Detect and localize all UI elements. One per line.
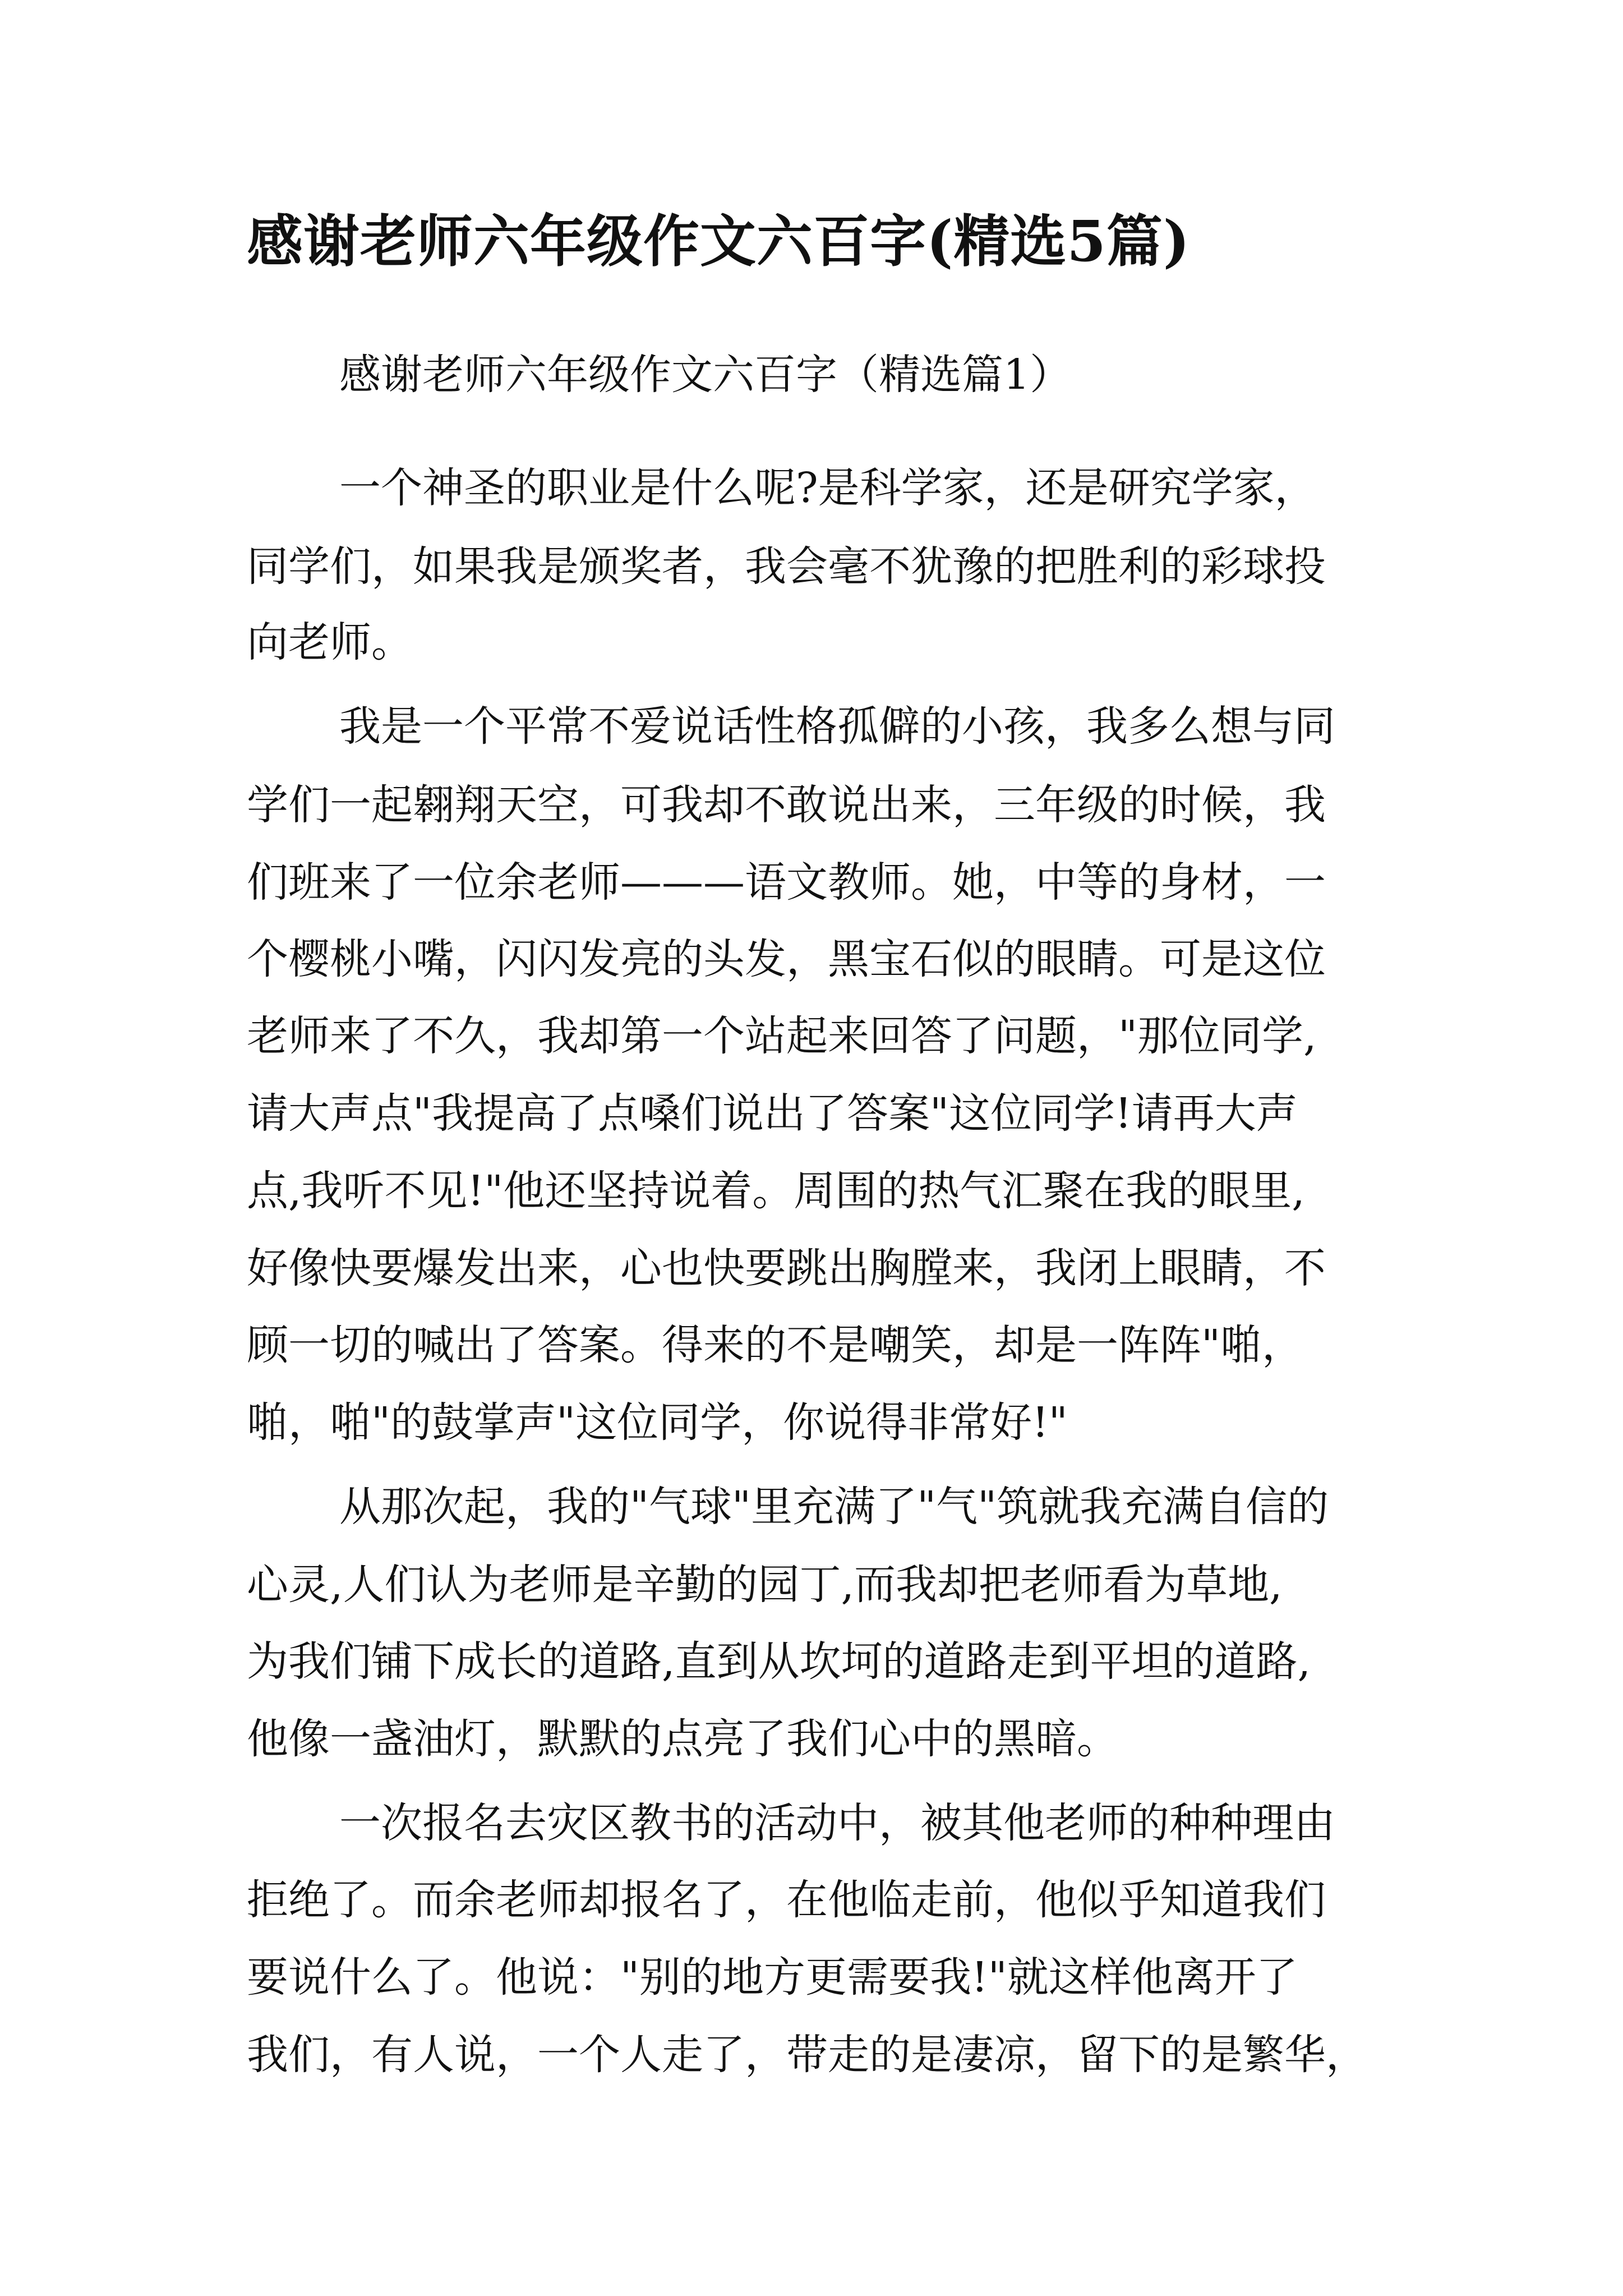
text-line: 个樱桃小嘴，闪闪发亮的头发，黑宝石似的眼睛。可是这位 bbox=[247, 935, 1326, 983]
text-line: 我是一个平常不爱说话性格孤僻的小孩，我多么想与同 bbox=[339, 702, 1335, 751]
text-line: 心灵,人们认为老师是辛勤的园丁,而我却把老师看为草地, bbox=[247, 1561, 1283, 1609]
text-line: 学们一起翱翔天空，可我却不敢说出来，三年级的时候，我 bbox=[247, 781, 1326, 829]
text-line: 向老师。 bbox=[247, 618, 413, 666]
section-heading: 感谢老师六年级作文六百字（精选篇1） bbox=[339, 351, 1072, 399]
text-line: 我们，有人说，一个人走了，带走的是凄凉，留下的是繁华， bbox=[247, 2031, 1367, 2079]
text-line: 他像一盏油灯，默默的点亮了我们心中的黑暗。 bbox=[247, 1715, 1118, 1763]
text-line: 们班来了一位余老师———语文教师。她，中等的身材，一 bbox=[247, 858, 1326, 907]
text-line: 拒绝了。而余老师却报名了，在他临走前，他似乎知道我们 bbox=[247, 1876, 1326, 1924]
text-line: 从那次起，我的"气球"里充满了"气"筑就我充满自信的 bbox=[339, 1483, 1329, 1531]
text-line: 老师来了不久，我却第一个站起来回答了问题，"那位同学, bbox=[247, 1012, 1317, 1060]
document-title: 感谢老师六年级作文六百字(精选5篇) bbox=[247, 208, 1191, 274]
text-line: 一个神圣的职业是什么呢?是科学家，还是研究学家， bbox=[339, 464, 1316, 512]
text-line: 一次报名去灾区教书的活动中，被其他老师的种种理由 bbox=[339, 1799, 1335, 1847]
text-line: 请大声点"我提高了点嗓们说出了答案"这位同学!请再大声 bbox=[247, 1089, 1298, 1138]
text-line: 为我们铺下成长的道路,直到从坎坷的道路走到平坦的道路, bbox=[247, 1637, 1311, 1686]
text-line: 同学们，如果我是颁奖者，我会毫不犹豫的把胜利的彩球投 bbox=[247, 542, 1326, 591]
text-line: 要说什么了。他说："别的地方更需要我!"就这样他离开了 bbox=[247, 1953, 1298, 2001]
text-line: 好像快要爆发出来，心也快要跳出胸膛来，我闭上眼睛，不 bbox=[247, 1244, 1326, 1292]
text-line: 啪，啪"的鼓掌声"这位同学，你说得非常好!" bbox=[247, 1398, 1068, 1447]
text-line: 点,我听不见!"他还坚持说着。周围的热气汇聚在我的眼里, bbox=[247, 1167, 1305, 1215]
text-line: 顾一切的喊出了答案。得来的不是嘲笑，却是一阵阵"啪， bbox=[247, 1321, 1304, 1369]
